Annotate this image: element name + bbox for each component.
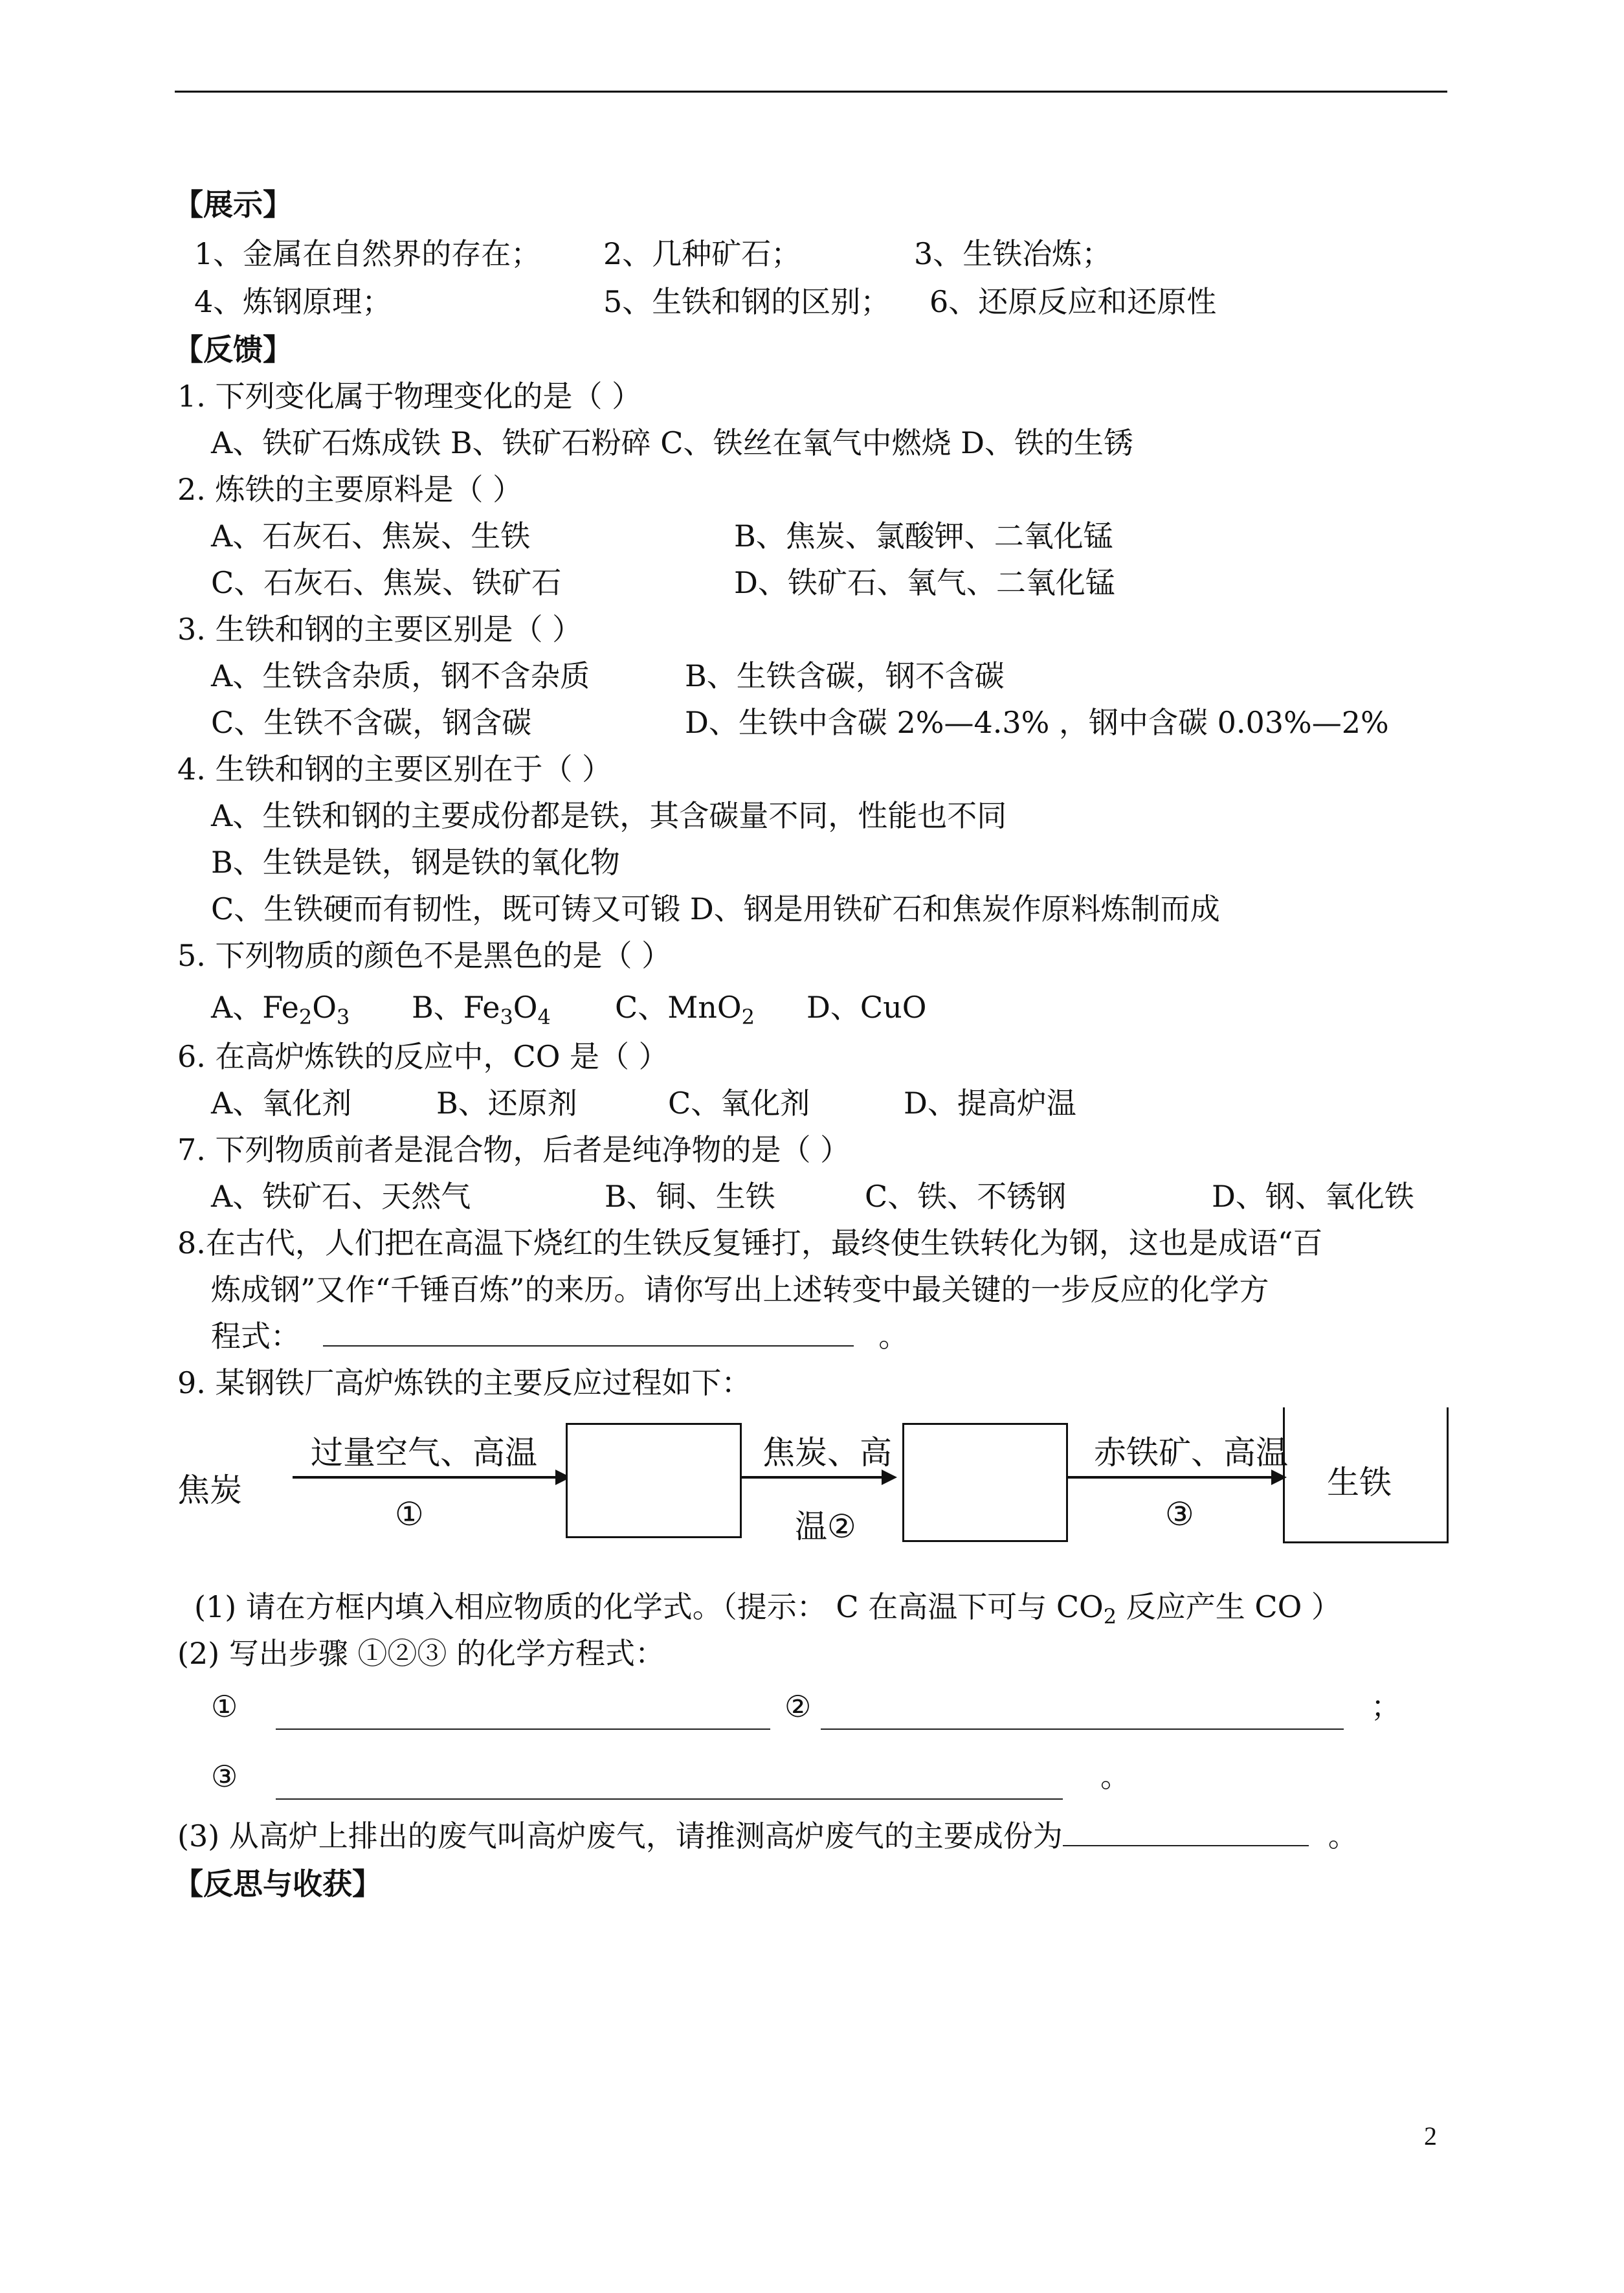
question-3-option-a: A、生铁含杂质，钢不含杂质 <box>211 658 590 693</box>
question-6-option-d: D、提高炉温 <box>904 1086 1076 1121</box>
question-6-option-c: C、氧化剂 <box>668 1086 810 1121</box>
question-3-option-d: D、生铁中含碳 2%—4.3% ，钢中含碳 0.03%—2% <box>685 705 1389 740</box>
question-2-stem: 2. 炼铁的主要原料是（ ） <box>177 472 523 507</box>
display-item: 6、还原反应和还原性 <box>929 284 1217 319</box>
section-display-heading: 【展示】 <box>173 187 293 222</box>
question-3-option-b: B、生铁含碳，钢不含碳 <box>685 658 1005 693</box>
equation-1-marker: ① <box>211 1689 238 1724</box>
question-8-line-1: 8.在古代，人们把在高温下烧红的生铁反复锤打，最终使生铁转化为钢，这也是成语“百 <box>177 1225 1323 1260</box>
question-9-sub-1: (1) 请在方框内填入相应物质的化学式。（提示： C 在高温下可与 $CO_2$ 反应产生 CO ） <box>194 1589 1341 1629</box>
question-8-line-3: 程式： 。 <box>211 1317 908 1356</box>
section-feedback-heading: 【反馈】 <box>173 332 293 367</box>
question-4-option-b: B、生铁是铁，钢是铁的氧化物 <box>211 845 620 880</box>
semicolon: ； <box>1371 1689 1401 1724</box>
question-1-options: A、铁矿石炼成铁 B、铁矿石粉碎 C、铁丝在氧气中燃烧 D、铁的生锈 <box>211 425 1133 460</box>
display-item: 1、金属在自然界的存在； <box>194 236 541 271</box>
display-item: 5、生铁和钢的区别； <box>603 284 891 319</box>
arrow-1-condition: 过量空气、高温 <box>311 1434 537 1471</box>
equation-3-blank[interactable] <box>276 1770 1063 1800</box>
answer-box-1[interactable] <box>566 1423 742 1538</box>
question-4-stem: 4. 生铁和钢的主要区别在于（ ） <box>177 752 612 787</box>
arrow-3-condition: 赤铁矿、高温 <box>1094 1434 1288 1471</box>
answer-blank[interactable] <box>1063 1817 1309 1846</box>
question-5-option-d: D、CuO <box>806 990 927 1025</box>
question-5-option-a: A、$Fe_2O_3$ <box>211 990 350 1029</box>
equation-3-marker: ③ <box>211 1759 238 1794</box>
question-8-line-2: 炼成钢”又作“千锤百炼”的来历。请你写出上述转变中最关键的一步反应的化学方 <box>211 1272 1269 1307</box>
question-6-option-b: B、还原剂 <box>436 1086 577 1121</box>
display-item: 4、炼钢原理； <box>194 284 392 319</box>
question-9-sub-3: (3) 从高炉上排出的废气叫高炉废气，请推测高炉废气的主要成份为 。 <box>177 1817 1358 1855</box>
question-7-option-d: D、钢、氧化铁 <box>1212 1179 1414 1214</box>
question-5-stem: 5. 下列物质的颜色不是黑色的是（ ） <box>177 938 672 973</box>
page-number: 2 <box>1424 2121 1437 2151</box>
equation-2-marker: ② <box>784 1689 812 1724</box>
arrow-2-step: 温② <box>795 1508 856 1545</box>
arrow-1-step: ① <box>395 1495 424 1533</box>
equation-1-blank[interactable] <box>276 1700 770 1730</box>
period: 。 <box>1100 1759 1130 1794</box>
process-diagram <box>175 1405 1450 1580</box>
display-item: 2、几种矿石； <box>603 236 801 271</box>
question-2-option-a: A、石灰石、焦炭、生铁 <box>211 519 531 554</box>
arrow-2-condition: 焦炭、高 <box>762 1434 892 1471</box>
question-5-option-b: B、$Fe_3O_4$ <box>412 990 551 1029</box>
question-3-stem: 3. 生铁和钢的主要区别是（ ） <box>177 612 583 647</box>
arrow-3-step: ③ <box>1165 1495 1194 1533</box>
diagram-start-label: 焦炭 <box>177 1471 242 1509</box>
display-item: 3、生铁冶炼； <box>914 236 1112 271</box>
question-9-stem: 9. 某钢铁厂高炉炼铁的主要反应过程如下： <box>177 1365 751 1400</box>
question-6-option-a: A、氧化剂 <box>211 1086 352 1121</box>
question-5-option-c: C、MnO$_2$ <box>615 990 755 1029</box>
diagram-end-label: 生铁 <box>1327 1464 1392 1501</box>
question-2-option-c: C、石灰石、焦炭、铁矿石 <box>211 565 562 600</box>
question-7-option-c: C、铁、不锈钢 <box>865 1179 1067 1214</box>
question-7-option-b: B、铜、生铁 <box>605 1179 775 1214</box>
question-2-option-d: D、铁矿石、氧气、二氧化锰 <box>734 565 1115 600</box>
question-7-option-a: A、铁矿石、天然气 <box>211 1179 471 1214</box>
question-2-option-b: B、焦炭、氯酸钾、二氧化锰 <box>734 519 1113 554</box>
section-reflect-heading: 【反思与收获】 <box>173 1866 382 1901</box>
question-7-stem: 7. 下列物质前者是混合物，后者是纯净物的是（ ） <box>177 1132 851 1167</box>
answer-blank[interactable] <box>323 1317 854 1347</box>
question-3-option-c: C、生铁不含碳，钢含碳 <box>211 705 532 740</box>
answer-box-2[interactable] <box>902 1423 1068 1542</box>
question-4-option-a: A、生铁和钢的主要成份都是铁，其含碳量不同，性能也不同 <box>211 798 1007 833</box>
equation-2-blank[interactable] <box>821 1700 1344 1730</box>
question-9-sub-2: (2) 写出步骤 ①②③ 的化学方程式： <box>177 1636 665 1671</box>
question-6-stem: 6. 在高炉炼铁的反应中，CO 是（ ） <box>177 1039 669 1074</box>
question-1-stem: 1. 下列变化属于物理变化的是（ ） <box>177 379 642 414</box>
question-4-option-cd: C、生铁硬而有韧性，既可铸又可锻 D、钢是用铁矿石和焦炭作原料炼制而成 <box>211 891 1220 926</box>
header-rule <box>175 91 1447 93</box>
